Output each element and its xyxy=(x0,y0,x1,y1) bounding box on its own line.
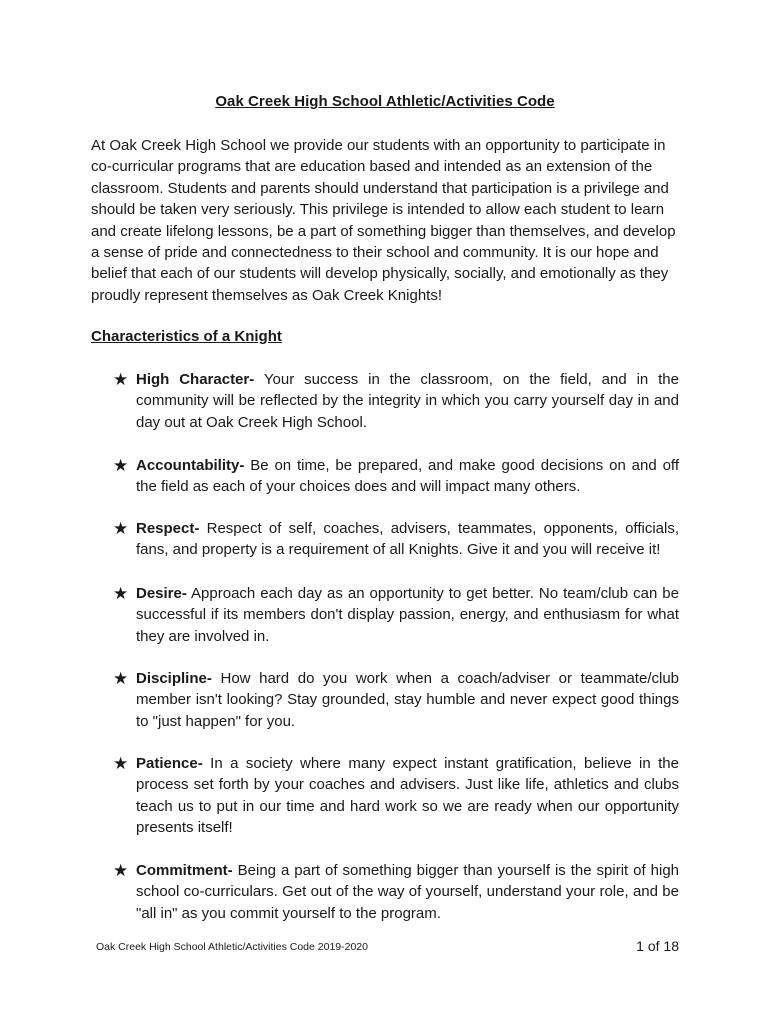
trait-text: Being a part of something bigger than yourself is the spirit of high school co-curriculars. Get out of the way of yourself, understand your role, and be "all in" as you commit yourself to the program. xyxy=(136,862,680,922)
trait-name: Accountability- xyxy=(136,457,245,474)
footer-document-title: Oak Creek High School Athletic/Activities Code 2019-2020 xyxy=(96,941,368,953)
trait-body xyxy=(136,369,679,433)
trait-name: Respect- xyxy=(136,520,200,537)
star-bullet-icon: ★ xyxy=(113,754,129,773)
trait-name: Commitment- xyxy=(136,862,233,879)
section-heading: Characteristics of a Knight xyxy=(91,328,282,345)
trait-body xyxy=(136,668,679,732)
trait-text: Be on time, be prepared, and make good decisions on and off the field as each of your choices does and will impact many others. xyxy=(136,457,679,496)
trait-text: In a society where many expect instant gratification, believe in the process set forth by your coaches and advisers. Just like life, athletics and clubs teach us to put in our time and hard work so we are ready when our opportunity presents itself! xyxy=(136,755,679,837)
trait-name: Patience- xyxy=(136,755,203,772)
star-bullet-icon: ★ xyxy=(113,861,129,880)
trait-body xyxy=(136,753,679,839)
star-bullet-icon: ★ xyxy=(113,584,129,603)
footer-page-number: 1 of 18 xyxy=(636,938,679,954)
document-title: Oak Creek High School Athletic/Activities Code xyxy=(215,93,555,110)
trait-name: Desire- xyxy=(136,585,187,602)
trait-patience xyxy=(113,753,679,839)
star-bullet-icon: ★ xyxy=(113,370,129,389)
star-bullet-icon: ★ xyxy=(113,519,129,538)
trait-discipline xyxy=(113,668,679,732)
star-bullet-icon: ★ xyxy=(113,456,129,475)
trait-body xyxy=(136,455,679,498)
trait-accountability xyxy=(113,455,679,498)
trait-high-character xyxy=(113,369,679,433)
trait-text: How hard do you work when a coach/adviser or teammate/club member isn't looking? Stay grounded, stay humble and never expect good things to "just happen" for you. xyxy=(136,670,680,730)
trait-commitment xyxy=(113,860,679,924)
intro-paragraph: At Oak Creek High School we provide our students with an opportunity to participate in co-curricular programs that are education based and intended as an extension of the classroom. Students and parents should understand that participation is a privilege and should be taken very seriously. This privilege is intended to allow each student to learn and create lifelong lessons, be a part of something bigger than themselves, and develop a sense of pride and connectedness to their school and community. It is our hope and belief that each of our students will develop physically, socially, and emotionally as they proudly represent themselves as Oak Creek Knights! xyxy=(91,137,676,304)
trait-text: Respect of self, coaches, advisers, teammates, opponents, officials, fans, and property is a requirement of all Knights. Give it and you will receive it! xyxy=(136,520,679,559)
trait-respect xyxy=(113,518,679,561)
trait-body xyxy=(136,518,679,561)
trait-body xyxy=(136,583,679,647)
trait-desire xyxy=(113,583,679,647)
trait-name: Discipline- xyxy=(136,670,212,687)
trait-body xyxy=(136,860,679,924)
trait-name: High Character- xyxy=(136,371,255,388)
trait-text: Your success in the classroom, on the field, and in the community will be reflected by the integrity in which you carry yourself day in and day out at Oak Creek High School. xyxy=(136,371,679,431)
trait-text: Approach each day as an opportunity to get better. No team/club can be successful if its members don't display passion, energy, and enthusiasm for what they are involved in. xyxy=(136,585,679,645)
star-bullet-icon: ★ xyxy=(113,669,129,688)
